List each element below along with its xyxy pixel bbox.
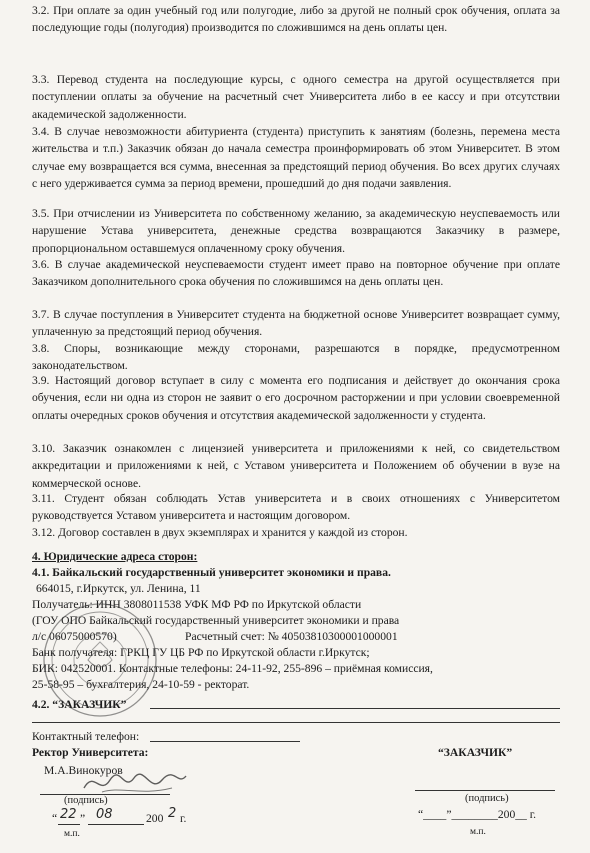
phones-line: 25-58-95 – бухгалтерия, 24-10-59 - ректорат. bbox=[32, 678, 250, 691]
clause-3-6: 3.6. В случае академической неуспеваемости студент имеет право на повторное обучение при оплате Заказчиком дополнительного срока обучения по сложившимся на день оплаты цен. bbox=[32, 258, 560, 289]
gou-line: (ГОУ ОПО Байкальский государственный университет экономики и права bbox=[32, 614, 400, 627]
signature-caption-right: (подпись) bbox=[465, 793, 509, 804]
recipient-line: Получатель: ИНН 3808011538 УФК МФ РФ по Иркутской области bbox=[32, 598, 362, 611]
date-left-open-quote: “ bbox=[52, 812, 58, 825]
date-left-year: 2 bbox=[168, 806, 177, 821]
addresses-heading: 4. Юридические адреса сторон: bbox=[32, 550, 198, 563]
clause-3-10: 3.10. Заказчик ознакомлен с лицензией университета и приложениями к ней, со свидетельством аккредитации и приложениями к ней, с Уставом университета и Положением об обучении в вузе на коммерческой основе. bbox=[32, 442, 560, 490]
contact-phone-line bbox=[150, 741, 300, 742]
rector-name: М.А.Винокуров bbox=[44, 764, 123, 777]
clause-3-8: 3.8. Споры, возникающие между сторонами, разрешаются в порядке, предусмотренном законодательством. bbox=[32, 342, 560, 373]
date-month-line bbox=[88, 824, 144, 825]
clause-3-4: 3.4. В случае невозможности абитуриента (студента) приступить к занятиям (болезнь, перемена места жительства и т.п.) Заказчик обязан до начала семестра проинформировать об этом Университет. В этом случае ему возвращается вся сумма, внесенная за предстоящий период обучения. Во всех других случаях с него удерживается сумма за период времени, прошедший до дня подачи заявления. bbox=[32, 125, 560, 191]
bank-line: Банк получателя: ГРКЦ ГУ ЦБ РФ по Иркутской области г.Иркутск; bbox=[32, 646, 370, 659]
clause-3-7: 3.7. В случае поступления в Университет студента на бюджетной основе Университет возвращает сумму, уплаченную за предстоящий период обучения. bbox=[32, 308, 560, 339]
contact-phone-label: Контактный телефон: bbox=[32, 730, 140, 743]
date-left-suffix: г. bbox=[180, 812, 187, 825]
account-rs: Расчетный счет: № 40503810300001000001 bbox=[185, 630, 398, 643]
customer-label: 4.2. “ЗАКАЗЧИК” bbox=[32, 698, 127, 711]
clause-3-5: 3.5. При отчислении из Университета по собственному желанию, за академическую неуспеваемость или нарушение Устава университета, денежные средства возвращаются Заказчику в размере, пропорциональном оставшемуся оплаченному сроку обучения. bbox=[32, 207, 560, 255]
clause-3-9: 3.9. Настоящий договор вступает в силу с момента его подписания и действует до окончания срока обучения, если ни одна из сторон не заявит о его досрочном расторжении и при условии своевременной оплаты очередных сроков обучения и отсутствия академической задолженности у студента. bbox=[32, 374, 560, 422]
customer-field-line bbox=[150, 708, 560, 709]
clause-3-11: 3.11. Студент обязан соблюдать Устав университета и в своих отношениях с Университетом руководствуется Уставом университета и настоящим договором. bbox=[32, 492, 560, 523]
mp-left: м.п. bbox=[64, 829, 80, 839]
clause-3-3: 3.3. Перевод студента на последующие курсы, с одного семестра на другой осуществляется при поступлении оплаты за обучение на расчетный счет Университета либо в ее кассу и при отсутствии академической задолженности. bbox=[32, 73, 560, 121]
date-right: “____”________200__ г. bbox=[418, 808, 537, 821]
account-ls: л/с 06075000570) bbox=[32, 630, 117, 643]
date-left-close-quote: ” bbox=[80, 812, 86, 825]
customer-title: “ЗАКАЗЧИК” bbox=[438, 746, 513, 759]
customer-signature-line bbox=[415, 790, 555, 791]
date-day-line bbox=[58, 824, 80, 825]
date-left-day: 22 bbox=[60, 807, 77, 822]
rector-signature bbox=[80, 766, 190, 800]
customer-field-line-2 bbox=[32, 722, 560, 723]
signature-caption-left: (подпись) bbox=[64, 795, 108, 806]
clause-3-2: 3.2. При оплате за один учебный год или полугодие, либо за другой не полный срок обучения, оплата за последующие годы (полугодия) производится по сложившимся на день оплаты цен. bbox=[32, 4, 560, 35]
date-left-century: 200 bbox=[146, 812, 164, 825]
clause-3-12: 3.12. Договор составлен в двух экземплярах и хранится у каждой из сторон. bbox=[32, 526, 408, 539]
university-address: 664015, г.Иркутск, ул. Ленина, 11 bbox=[36, 582, 201, 595]
bik-phones-line: БИК: 042520001. Контактные телефоны: 24-11-92, 255-896 – приёмная комиссия, bbox=[32, 662, 433, 675]
university-seal bbox=[40, 600, 160, 720]
mp-right: м.п. bbox=[470, 827, 486, 837]
date-left-month: 08 bbox=[96, 807, 113, 822]
university-name: 4.1. Байкальский государственный университет экономики и права. bbox=[32, 566, 391, 579]
rector-label: Ректор Университета: bbox=[32, 746, 149, 759]
